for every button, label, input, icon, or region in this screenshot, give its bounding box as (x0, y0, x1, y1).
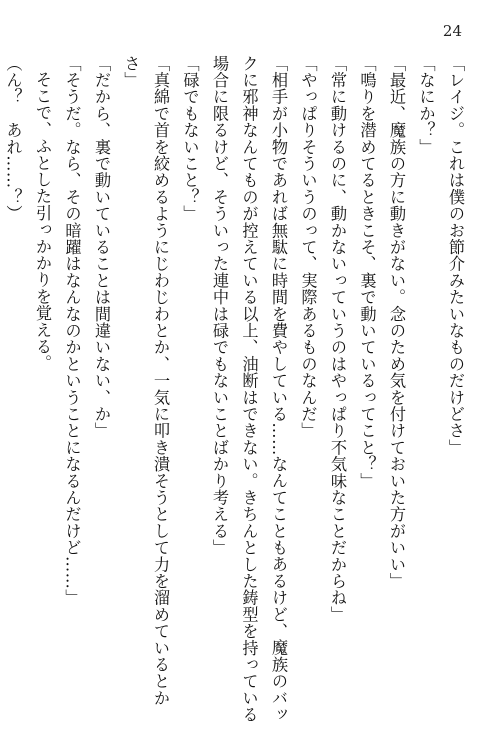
text-line: 「碌でもないこと？」 (180, 55, 200, 222)
page-number: 24 (442, 22, 462, 40)
text-line: 「常に動けるのに、動かないっていうのはやっぱり不気味なことだからね」 (328, 55, 347, 623)
text-line: 「やっぱりそういうのって、実際あるものなんだ」 (298, 55, 318, 440)
text-line: 「真綿で首を絞めるようにじわじわとか、一気に叩き潰そうとして力を溜めているとか (151, 55, 170, 707)
text-line: 場合に限るけど、そういった連中は碌でもないことばかり考える」 (210, 55, 229, 556)
text-line: クに邪神なんてものが控えている以上、油断はできない。きちんとした鋳型を持っている (239, 55, 259, 723)
text-line: さ」 (121, 55, 141, 89)
text-line: 「鳴りを潜めてるときこそ、裏で動いているってこと？」 (357, 55, 377, 490)
text-line: 「最近、魔族の方に動きがない。念のため気を付けておいた方がいい」 (387, 55, 406, 590)
text-line: 「レイジ。これは僕のお節介みたいなものだけどさ」 (446, 55, 465, 456)
text-line: 「相手が小物であれば無駄に時間を費やしている……なんてこともあるけど、魔族のバッ (269, 55, 288, 723)
text-line: そこで、ふとした引っかかりを覚える。 (33, 71, 52, 372)
text-line: 「だから、裏で動いていることは間違いない、か」 (92, 55, 111, 440)
body-text (3, 55, 470, 723)
text-line: 「なにか？」 (416, 55, 436, 156)
text-line: （ん？ あれ……？） (3, 55, 23, 222)
text-line: 「そうだ。なら、その暗躍はなんなのかということになるんだけど……」 (62, 55, 82, 607)
